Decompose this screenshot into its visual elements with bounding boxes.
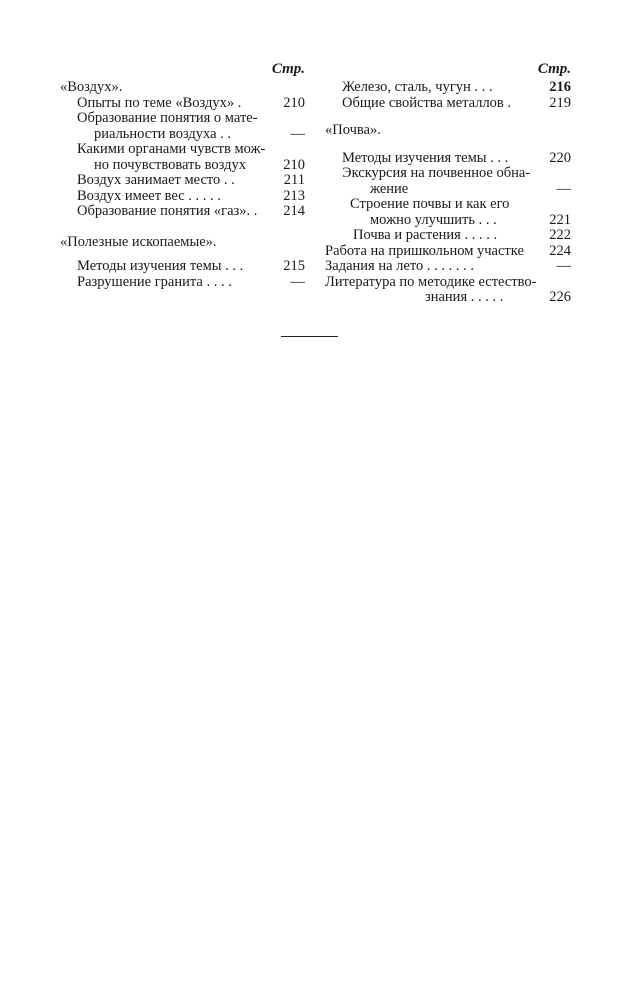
- toc-entry-title: Опыты по теме «Воздух» .: [77, 94, 242, 111]
- toc-page-number: 220: [549, 149, 571, 166]
- toc-entry: [60, 189, 305, 205]
- toc-entry-title: знания . . . . .: [425, 289, 504, 305]
- toc-entry-title: Разрушение гранита . . . .: [77, 273, 232, 290]
- toc-entry: [325, 197, 571, 228]
- minerals-entries: [60, 259, 305, 290]
- toc-page-number: 222: [549, 227, 571, 243]
- toc-entry: [325, 275, 571, 306]
- toc-entry-title: Общие свойства металлов .: [342, 94, 512, 111]
- metals-entries: [325, 80, 571, 111]
- toc-right-column: [325, 62, 571, 306]
- toc-entry-title: Задания на лето . . . . . . .: [325, 258, 474, 274]
- toc-page-number: 210: [283, 156, 305, 173]
- toc-entry: [60, 96, 305, 112]
- toc-entry-title: Строение почвы и как его: [350, 196, 510, 212]
- toc-entry: [325, 228, 571, 244]
- toc-page-number: 219: [549, 94, 571, 111]
- toc-entry-title: Образование понятия «газ». .: [77, 203, 258, 219]
- toc-entry-title: риальности воздуха . .: [94, 125, 232, 142]
- toc-page-number: 224: [549, 242, 571, 259]
- toc-entry-title: Методы изучения темы . . .: [77, 258, 244, 274]
- toc-page-number: —: [556, 180, 571, 197]
- toc-entry-title: Методы изучения темы . . .: [342, 149, 509, 166]
- toc-page-number: 210: [283, 94, 305, 111]
- toc-page-number: —: [290, 125, 305, 142]
- toc-page-number: 215: [283, 258, 305, 274]
- toc-page-number: 213: [283, 187, 305, 204]
- toc-entry-title: Образование понятия о мате-: [77, 110, 258, 126]
- page-column-header: Стр.: [271, 61, 305, 77]
- section-heading-air: «Воздух».: [60, 79, 123, 95]
- other-entries: [325, 244, 571, 306]
- toc-entry: [325, 259, 571, 275]
- toc-page-number: —: [556, 258, 571, 274]
- toc-entry-title: Работа на пришкольном участке: [325, 242, 524, 259]
- toc-page-number: 221: [549, 211, 571, 228]
- spacer: [60, 220, 305, 235]
- toc-entry: [325, 151, 571, 167]
- end-rule-divider: [281, 336, 338, 337]
- toc-entry: [325, 80, 571, 96]
- toc-entry-continuation: [77, 127, 305, 143]
- toc-entry-continuation: [342, 213, 571, 229]
- spacer: [325, 139, 571, 151]
- toc-entry: [325, 166, 571, 197]
- toc-page-number: 216: [549, 79, 571, 95]
- toc-entry: [60, 259, 305, 275]
- toc-entry-title: можно улучшить . . .: [370, 211, 497, 228]
- toc-entry: [60, 275, 305, 291]
- toc-left-column: [60, 62, 305, 290]
- toc-entry-title: Воздух имеет вес . . . . .: [77, 187, 221, 204]
- air-entries: [60, 96, 305, 220]
- toc-entry: [60, 204, 305, 220]
- toc-entry: [60, 111, 305, 142]
- section-heading-minerals: «Полезные ископаемые».: [60, 233, 217, 250]
- toc-page-number: 214: [283, 203, 305, 219]
- soil-entries: [325, 151, 571, 244]
- toc-entry-title: Экскурсия на почвенное обна-: [342, 165, 531, 181]
- toc-entry-continuation: [325, 290, 571, 306]
- toc-entry-title: Почва и растения . . . . .: [353, 227, 498, 243]
- toc-entry-title: Воздух занимает место . .: [77, 172, 235, 188]
- page-column-header: Стр.: [537, 61, 571, 77]
- toc-entry: [325, 244, 571, 260]
- toc-entry-title: Железо, сталь, чугун . . .: [342, 79, 493, 95]
- toc-page-number: —: [290, 273, 305, 290]
- toc-entry: [60, 173, 305, 189]
- section-heading-soil: «Почва».: [325, 122, 381, 138]
- toc-entry-continuation: [342, 182, 571, 198]
- toc-entry-title: но почувствовать воздух: [94, 156, 246, 173]
- toc-page-number: 211: [283, 172, 305, 188]
- toc-entry: [325, 96, 571, 112]
- toc-entry-title: жение: [370, 180, 409, 197]
- toc-entry-title: Какими органами чувств мож-: [77, 141, 266, 157]
- toc-page-number: 226: [549, 289, 571, 305]
- toc-entry-title: Литература по методике естество-: [325, 273, 537, 290]
- toc-entry: [60, 142, 305, 173]
- toc-entry-continuation: [77, 158, 305, 174]
